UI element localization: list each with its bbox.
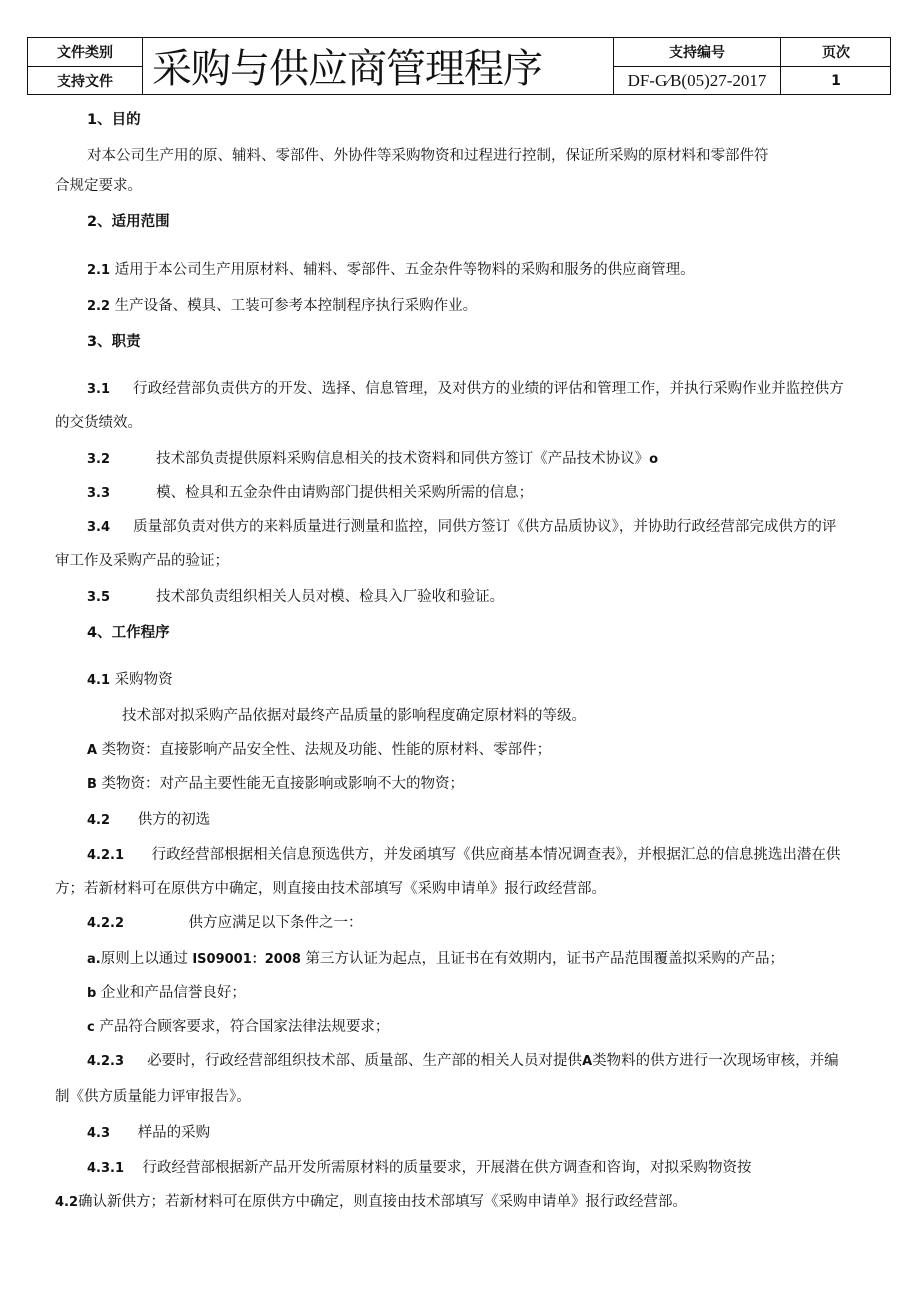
- clause-number: 4.2.2: [87, 916, 125, 931]
- clause-number: 4.1: [87, 673, 111, 688]
- clause-tail: o: [649, 452, 659, 467]
- section-heading: 3、职责: [87, 334, 141, 350]
- clause-text: 行政经营部负责供方的开发、选择、信息管理，及对供方的业绩的评估和管理工作，并执行采购作业并监控供方: [133, 381, 844, 397]
- clause-text: 质量部负责对供方的来料质量进行测量和监控，同供方签订《供方品质协议》，并协助行政经营部完成供方的评: [133, 519, 837, 535]
- item-text: 企业和产品信誉良好；: [100, 985, 246, 1001]
- clause-4-2-2: [87, 913, 363, 934]
- clause-text: 必要时，行政经营部组织技术部、质量部、生产部的相关人员对提供: [147, 1053, 583, 1069]
- clause-text: 行政经营部根据相关信息预选供方，并发函填写《供应商基本情况调查表》，并根据汇总的信息挑选出潜在供: [151, 847, 841, 863]
- section-heading: 4、工作程序: [87, 625, 170, 641]
- clause-text: 供方应满足以下条件之一：: [188, 915, 363, 931]
- clause-number: 3.2: [87, 452, 111, 467]
- clause-text: 采购物资: [114, 672, 173, 688]
- item-text: 类物资：直接影响产品安全性、法规及功能、性能的原材料、零部件；: [101, 742, 552, 758]
- file-category-value: 支持文件: [57, 73, 113, 90]
- document-code-value: DF-G∕B(05)27-2017: [627, 70, 767, 90]
- item-marker: c: [87, 1020, 95, 1035]
- clause-number: 4.3.1: [87, 1161, 125, 1176]
- document-code-label: 支持编号: [669, 45, 725, 61]
- clause-4-3: [87, 1123, 210, 1144]
- item-text: 原则上以通过: [100, 951, 188, 967]
- file-category-label: 文件类别: [57, 45, 113, 61]
- clause-3-2: [87, 449, 658, 470]
- clause-4-2: [87, 810, 210, 831]
- clause-text: 技术部负责提供原料采购信息相关的技术资料和同供方签订《产品技术协议》: [156, 451, 650, 467]
- document-title: 采购与供应商管理程序: [152, 46, 542, 92]
- clause-number: 3.1: [87, 382, 111, 397]
- page-label: 页次: [822, 45, 850, 61]
- clause-number: 3.5: [87, 590, 111, 605]
- clause-3-5: [87, 587, 504, 608]
- clause-3-4: [87, 517, 836, 538]
- item-text: 产品符合顾客要求，符合国家法律法规要求；: [99, 1019, 390, 1035]
- section-heading: 2、适用范围: [87, 214, 170, 230]
- grade-marker: A: [582, 1054, 593, 1069]
- clause-text: 确认新供方；若新材料可在原供方中确定，则直接由技术部填写《采购申请单》报行政经营部。: [78, 1194, 688, 1210]
- clause-text: 生产设备、模具、工装可参考本控制程序执行采购作业。: [114, 298, 478, 314]
- paragraph: 制《供方质量能力评审报告》。: [55, 1089, 251, 1105]
- condition-a: [87, 949, 784, 970]
- paragraph: 对本公司生产用的原、辅料、零部件、外协件等采购物资和过程进行控制，保证所采购的原材料和零部件符: [87, 148, 769, 164]
- paragraph: 的交货绩效。: [55, 415, 142, 431]
- item-marker: a.: [87, 952, 101, 967]
- grade-a-item: [87, 740, 551, 761]
- clause-4-2-3: [87, 1051, 839, 1072]
- clause-number: 4.2.3: [87, 1054, 125, 1069]
- clause-text: 适用于本公司生产用原材料、辅料、零部件、五金杂件等物料的采购和服务的供应商管理。: [114, 262, 695, 278]
- item-text: 第三方认证为起点，且证书在有效期内，证书产品范围覆盖拟采购的产品；: [305, 951, 785, 967]
- clause-4-1: [87, 670, 173, 691]
- clause-text: 供方的初选: [137, 812, 211, 828]
- clause-text: 技术部负责组织相关人员对模、检具入厂验收和验证。: [156, 589, 505, 605]
- clause-number: 4.2.1: [87, 848, 125, 863]
- paragraph: 方；若新材料可在原供方中确定，则直接由技术部填写《采购申请单》报行政经营部。: [55, 881, 606, 897]
- clause-text: 样品的采购: [137, 1125, 211, 1141]
- paragraph: 审工作及采购产品的验证；: [55, 553, 229, 569]
- clause-text: 行政经营部根据新产品开发所需原材料的质量要求，开展潜在供方调查和咨询，对拟采购物资按: [142, 1160, 752, 1176]
- page-number: 1: [831, 72, 841, 89]
- clause-text: 类物料的供方进行一次现场审核，并编: [592, 1053, 839, 1069]
- document-header-table: [27, 37, 891, 95]
- clause-4-2-1: [87, 845, 840, 866]
- clause-number: 4.2: [87, 813, 111, 828]
- condition-b: [87, 983, 246, 1004]
- clause-number: 3.4: [87, 520, 111, 535]
- paragraph: 技术部对拟采购产品依据对最终产品质量的影响程度确定原材料的等级。: [122, 708, 586, 724]
- clause-text: 模、检具和五金杂件由请购部门提供相关采购所需的信息；: [156, 485, 534, 501]
- paragraph: 合规定要求。: [55, 178, 142, 194]
- item-marker: A: [87, 743, 98, 758]
- clause-number: 2.2: [87, 299, 111, 314]
- clause-number: 2.1: [87, 263, 111, 278]
- item-text: 类物资：对产品主要性能无直接影响或影响不大的物资；: [101, 776, 465, 792]
- clause-3-1: [87, 379, 844, 400]
- condition-c: [87, 1017, 389, 1038]
- grade-b-item: [87, 774, 464, 795]
- clause-4-3-1: [87, 1158, 751, 1179]
- clause-3-3: [87, 483, 533, 504]
- section-heading: 1、目的: [87, 112, 141, 128]
- item-marker: B: [87, 777, 97, 792]
- clause-reference: 4.2: [55, 1195, 79, 1210]
- clause-number: 3.3: [87, 486, 111, 501]
- clause-4-3-1-cont: [55, 1192, 687, 1213]
- clause-number: 4.3: [87, 1126, 111, 1141]
- item-marker: b: [87, 986, 97, 1001]
- header-divider: [142, 38, 143, 94]
- standard-name: IS09001：2008: [192, 952, 301, 967]
- clause-2-1: [87, 260, 695, 281]
- clause-2-2: [87, 296, 477, 317]
